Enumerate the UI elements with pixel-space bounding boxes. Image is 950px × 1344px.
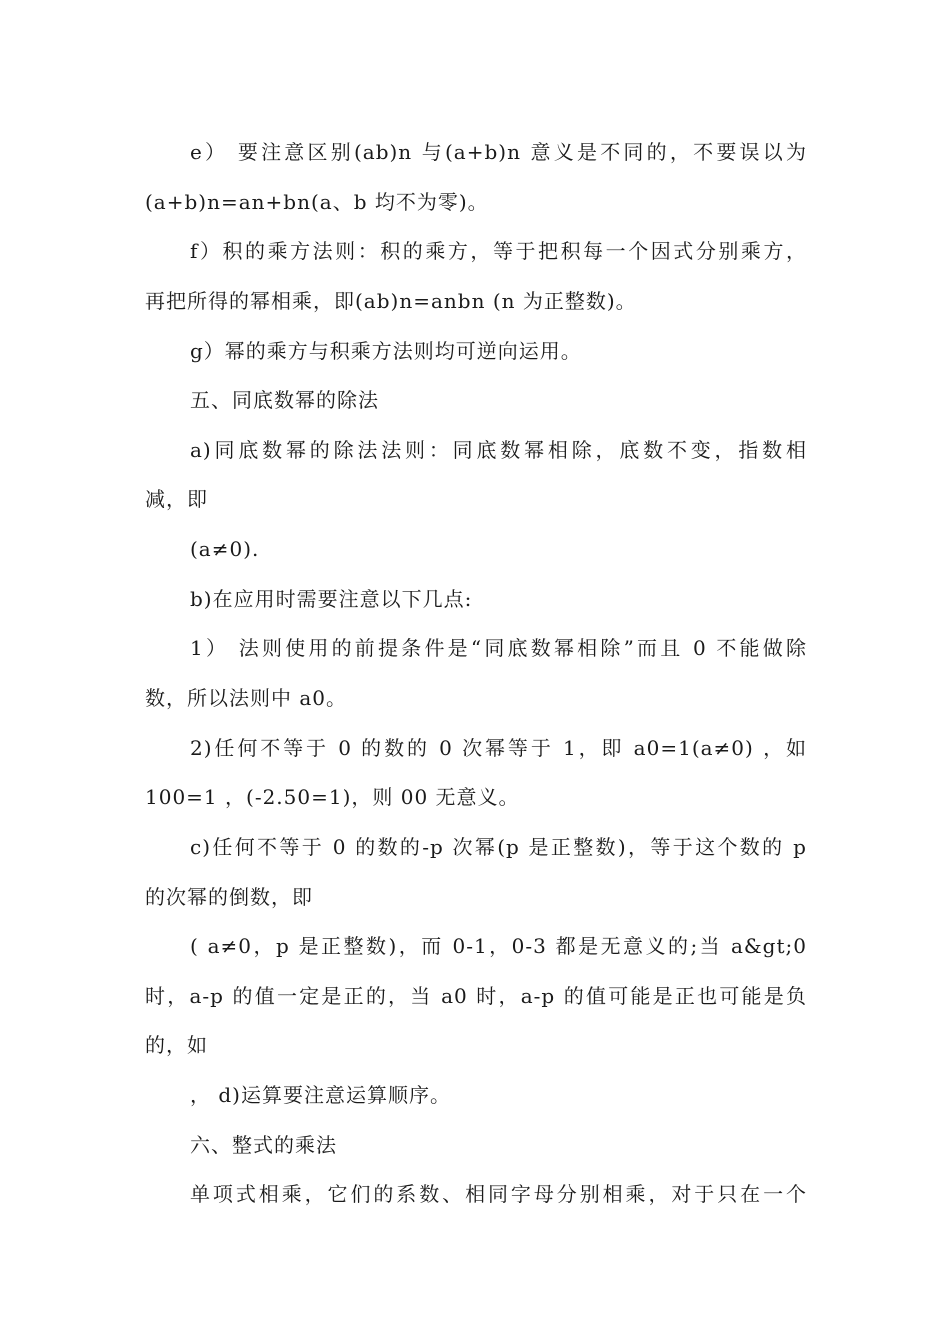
text-line: (a+b)n=an+bn(a、b 均不为零)。 bbox=[145, 190, 489, 214]
text-line: 的，如 bbox=[145, 1033, 208, 1057]
text-line: 2)任何不等于 0 的数的 0 次幂等于 1，即 a0=1(a≠0) ，如 bbox=[190, 736, 807, 760]
section-heading: 六、整式的乘法 bbox=[190, 1133, 337, 1157]
text-line: ， d)运算要注意运算顺序。 bbox=[190, 1083, 451, 1107]
text-line: ( a≠0，p 是正整数)，而 0-1，0-3 都是无意义的;当 a&gt;0 bbox=[190, 934, 807, 958]
section-heading: 五、同底数幂的除法 bbox=[190, 388, 379, 412]
text-line: (a≠0). bbox=[190, 537, 260, 561]
text-line: e） 要注意区别(ab)n 与(a+b)n 意义是不同的，不要误以为 bbox=[190, 140, 807, 164]
text-line: 时，a-p 的值一定是正的，当 a0 时，a-p 的值可能是正也可能是负 bbox=[145, 984, 807, 1008]
text-line: 再把所得的幂相乘，即(ab)n=anbn (n 为正整数)。 bbox=[145, 289, 637, 313]
text-line: a)同底数幂的除法法则：同底数幂相除，底数不变，指数相 bbox=[190, 438, 807, 462]
text-line: 单项式相乘，它们的系数、相同字母分别相乘，对于只在一个 bbox=[190, 1182, 807, 1206]
text-line: 100=1 ，(-2.50=1)，则 00 无意义。 bbox=[145, 785, 520, 809]
text-line: b)在应用时需要注意以下几点: bbox=[190, 587, 473, 611]
text-line: g）幂的乘方与积乘方法则均可逆向运用。 bbox=[190, 339, 582, 363]
text-line: 1） 法则使用的前提条件是“同底数幂相除”而且 0 不能做除 bbox=[190, 636, 807, 660]
text-line: f）积的乘方法则：积的乘方，等于把积每一个因式分别乘方， bbox=[190, 239, 807, 263]
text-line: c)任何不等于 0 的数的-p 次幂(p 是正整数)，等于这个数的 p bbox=[190, 835, 807, 859]
text-line: 数，所以法则中 a0。 bbox=[145, 686, 348, 710]
text-line: 的次幂的倒数，即 bbox=[145, 885, 313, 909]
text-line: 减，即 bbox=[145, 487, 208, 511]
